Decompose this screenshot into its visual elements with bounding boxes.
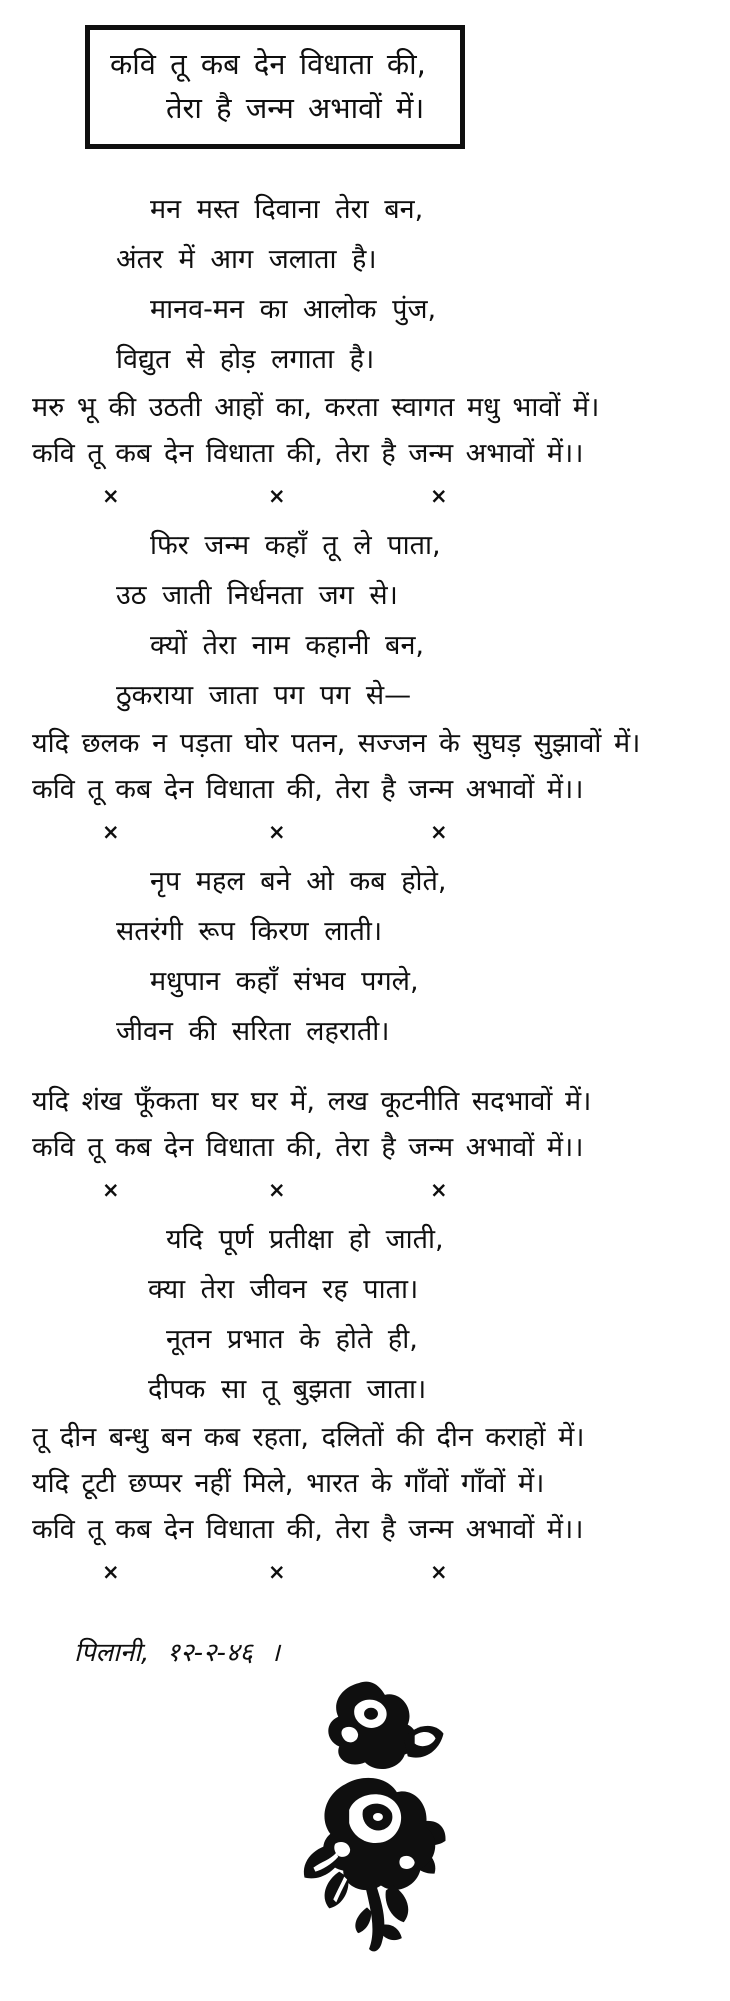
poem-line: नूतन प्रभात के होते ही, xyxy=(166,1324,418,1355)
separator-x-mark: × xyxy=(430,1178,448,1202)
refrain-line: कवि तू कब देन विधाता की, तेरा है जन्म अभावों में।। xyxy=(32,438,584,469)
poem-line: जीवन की सरिता लहराती। xyxy=(116,1016,390,1047)
poem-line: मन मस्त दिवाना तेरा बन, xyxy=(150,194,424,225)
refrain-line: तू दीन बन्धु बन कब रहता, दलितों की दीन कराहों में। xyxy=(32,1422,585,1453)
separator-x-mark: × xyxy=(268,1178,286,1202)
refrain-line: यदि टूटी छप्पर नहीं मिले, भारत के गाँवों गाँवों में। xyxy=(32,1468,545,1499)
rose-illustration xyxy=(296,1677,448,1955)
refrain-line: यदि शंख फूँकता घर घर में, लख कूटनीति सदभावों में। xyxy=(32,1086,592,1117)
separator-x-mark: × xyxy=(268,1560,286,1584)
poem-line: दीपक सा तू बुझता जाता। xyxy=(148,1374,427,1405)
poem-line: ठुकराया जाता पग पग से— xyxy=(116,680,412,711)
stanza-separator xyxy=(0,1553,730,1597)
separator-x-mark: × xyxy=(430,484,448,508)
poem-line: क्या तेरा जीवन रह पाता। xyxy=(148,1274,419,1305)
stanza-2 xyxy=(0,521,730,813)
refrain-line: कवि तू कब देन विधाता की, तेरा है जन्म अभावों में।। xyxy=(32,1514,584,1545)
poem-line: सतरंगी रूप किरण लाती। xyxy=(116,916,383,947)
separator-x-mark: × xyxy=(430,1560,448,1584)
footer-place-date: पिलानी, १२-२-४६ । xyxy=(74,1638,281,1668)
separator-x-mark: × xyxy=(268,820,286,844)
separator-x-mark: × xyxy=(102,1560,120,1584)
separator-x-mark: × xyxy=(102,1178,120,1202)
poem-line: मधुपान कहाँ संभव पगले, xyxy=(150,966,419,997)
title-line-2: तेरा है जन्म अभावों में। xyxy=(166,91,425,125)
stanza-separator xyxy=(0,1171,730,1215)
refrain-line: मरु भू की उठती आहों का, करता स्वागत मधु भावों में। xyxy=(32,392,600,423)
separator-x-mark: × xyxy=(102,484,120,508)
poem-line: अंतर में आग जलाता है। xyxy=(116,244,377,275)
poem-line: मानव-मन का आलोक पुंज, xyxy=(150,294,437,325)
title-line-1: कवि तू कब देन विधाता की, xyxy=(110,47,426,81)
poem-line: नृप महल बने ओ कब होते, xyxy=(150,866,447,897)
poem-body xyxy=(0,185,730,1597)
poem-line: उठ जाती निर्धनता जग से। xyxy=(116,580,398,611)
separator-x-mark: × xyxy=(102,820,120,844)
stanza-separator xyxy=(0,477,730,521)
stanza-4 xyxy=(0,1215,730,1553)
title-box xyxy=(85,25,465,149)
stanza-3 xyxy=(0,857,730,1171)
refrain-line: कवि तू कब देन विधाता की, तेरा है जन्म अभावों में।। xyxy=(32,1132,584,1163)
poem-line: क्यों तेरा नाम कहानी बन, xyxy=(150,630,425,661)
separator-x-mark: × xyxy=(268,484,286,508)
separator-x-mark: × xyxy=(430,820,448,844)
poem-line: फिर जन्म कहाँ तू ले पाता, xyxy=(150,530,441,561)
refrain-line: कवि तू कब देन विधाता की, तेरा है जन्म अभावों में।। xyxy=(32,774,584,805)
refrain-line: यदि छलक न पड़ता घोर पतन, सज्जन के सुघड़ सुझावों में। xyxy=(32,728,641,759)
stanza-separator xyxy=(0,813,730,857)
poem-line: यदि पूर्ण प्रतीक्षा हो जाती, xyxy=(166,1224,444,1255)
scanned-poem-page xyxy=(0,25,730,2001)
stanza-1 xyxy=(0,185,730,477)
poem-line: विद्युत से होड़ लगाता है। xyxy=(116,344,375,375)
